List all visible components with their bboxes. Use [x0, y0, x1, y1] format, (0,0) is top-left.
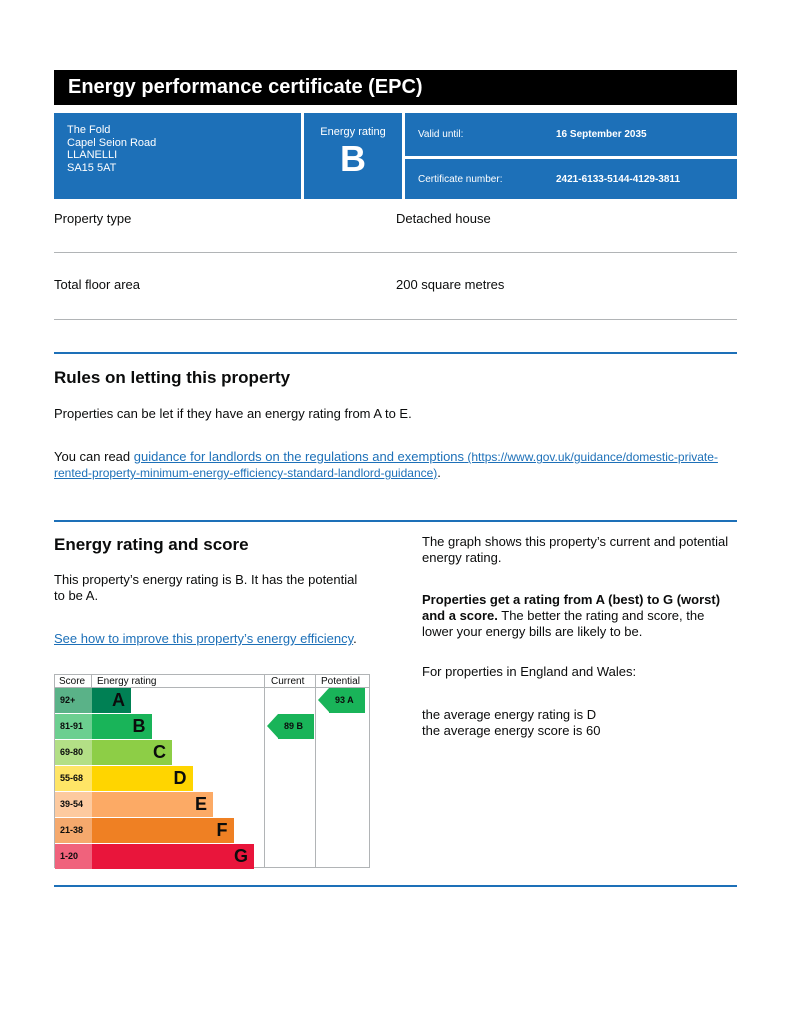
- certificate-number-value: 2421-6133-5144-4129-3811: [556, 174, 680, 185]
- band-score-range: 21-38: [55, 818, 92, 843]
- address-line: The Fold: [67, 124, 111, 136]
- guidance-suffix: .: [437, 465, 441, 480]
- band-letter: D: [173, 768, 187, 788]
- band-score-range: 39-54: [55, 792, 92, 817]
- floor-area-value: 200 square metres: [396, 277, 505, 292]
- divider: [54, 252, 737, 253]
- score-heading: Energy rating and score: [54, 535, 249, 554]
- guidance-prefix: You can read: [54, 449, 134, 464]
- chart-header-rating: Energy rating: [97, 676, 157, 687]
- potential-rating-arrow: [318, 688, 365, 713]
- band-score-range: 55-68: [55, 766, 92, 791]
- band-score-range: 1-20: [55, 844, 92, 869]
- band-bar: [92, 740, 172, 765]
- graph-description-line: energy rating.: [422, 550, 502, 565]
- band-letter: E: [194, 794, 207, 814]
- potential-rating-arrow-pointer: [318, 688, 329, 712]
- chart-gridline: [264, 675, 265, 867]
- potential-rating-arrow-label: 93 A: [329, 688, 365, 713]
- band-letter: C: [153, 742, 166, 762]
- band-bar: [92, 818, 234, 843]
- rating-explanation-text: The better the rating and score, the: [497, 608, 705, 623]
- band-score-range: 81-91: [55, 714, 92, 739]
- band-bar: [92, 792, 213, 817]
- band-score-range: 92+: [55, 688, 92, 713]
- guidance-url[interactable]: rented-property-minimum-energy-efficiency-standard-landlord-guidance): [54, 466, 438, 480]
- page-title: Energy performance certificate (EPC): [54, 70, 737, 105]
- energy-rating-value: B: [340, 138, 366, 179]
- certificate-number-label: Certificate number:: [418, 174, 503, 185]
- chart-header-current: Current: [271, 676, 305, 687]
- band-letter: A: [112, 690, 125, 710]
- certificate-number-panel: [405, 159, 737, 199]
- property-type-label: Property type: [54, 211, 132, 226]
- guidance-link[interactable]: guidance for landlords on the regulations and exemptions: [133, 449, 465, 464]
- rules-heading: Rules on letting this property: [54, 368, 291, 387]
- property-type-row: [54, 211, 737, 226]
- band-score-range: 69-80: [55, 740, 92, 765]
- band-bar: [92, 844, 254, 869]
- england-wales-note: For properties in England and Wales:: [422, 664, 637, 679]
- floor-area-row: [54, 277, 737, 292]
- band-letter: B: [132, 716, 146, 736]
- floor-area-label: Total floor area: [54, 277, 140, 292]
- energy-rating-chart: [54, 674, 370, 868]
- current-rating-arrow: [267, 714, 314, 739]
- band-bar: [92, 766, 193, 791]
- address-postcode: SA15 5AT: [67, 161, 117, 174]
- section-divider: [54, 885, 737, 887]
- rating-explanation-text: lower your energy bills are likely to be.: [422, 624, 643, 639]
- section-divider: [54, 520, 737, 522]
- section-divider: [54, 352, 737, 354]
- energy-rating-panel: [304, 113, 402, 199]
- valid-until-label: Valid until:: [418, 129, 464, 140]
- band-bar: [92, 688, 131, 713]
- improve-suffix: .: [353, 631, 357, 646]
- address-line: LLANELLI: [67, 149, 118, 161]
- average-rating: the average energy rating is D: [422, 707, 597, 722]
- band-bar: [92, 714, 152, 739]
- band-letter: G: [233, 846, 248, 866]
- improve-link[interactable]: See how to improve this property’s energy efficiency: [54, 631, 354, 646]
- score-line: This property’s energy rating is B. It has the potential: [54, 572, 358, 587]
- energy-rating-label: Energy rating: [320, 126, 386, 138]
- rating-explanation: [422, 592, 720, 640]
- chart-gridline: [315, 675, 316, 867]
- property-type-value: Detached house: [396, 211, 491, 226]
- guidance-url[interactable]: (https://www.gov.uk/guidance/domestic-private-: [464, 450, 718, 464]
- current-rating-arrow-pointer: [267, 714, 278, 738]
- guidance-paragraph: [54, 449, 737, 481]
- divider: [54, 319, 737, 320]
- current-rating-arrow-label: 89 B: [278, 714, 314, 739]
- address-panel: [54, 113, 301, 199]
- score-line: to be A.: [54, 588, 99, 603]
- valid-until-value: 16 September 2035: [556, 129, 647, 140]
- graph-description: [422, 534, 728, 566]
- rules-paragraph: Properties can be let if they have an energy rating from A to E.: [54, 406, 412, 421]
- valid-until-panel: [405, 113, 737, 156]
- improve-paragraph: [54, 631, 357, 647]
- score-paragraph: [54, 572, 357, 604]
- graph-description-line: The graph shows this property’s current and potential: [422, 534, 729, 549]
- chart-header-potential: Potential: [321, 676, 360, 687]
- address-line: Capel Seion Road: [67, 136, 157, 149]
- band-letter: F: [216, 820, 228, 840]
- rating-explanation-bold: and a score.: [422, 608, 498, 623]
- average-values: [422, 707, 601, 739]
- average-score: the average energy score is 60: [422, 723, 601, 738]
- chart-header-score: Score: [59, 676, 86, 687]
- rating-explanation-bold: Properties get a rating from A (best) to G (worst): [422, 592, 721, 607]
